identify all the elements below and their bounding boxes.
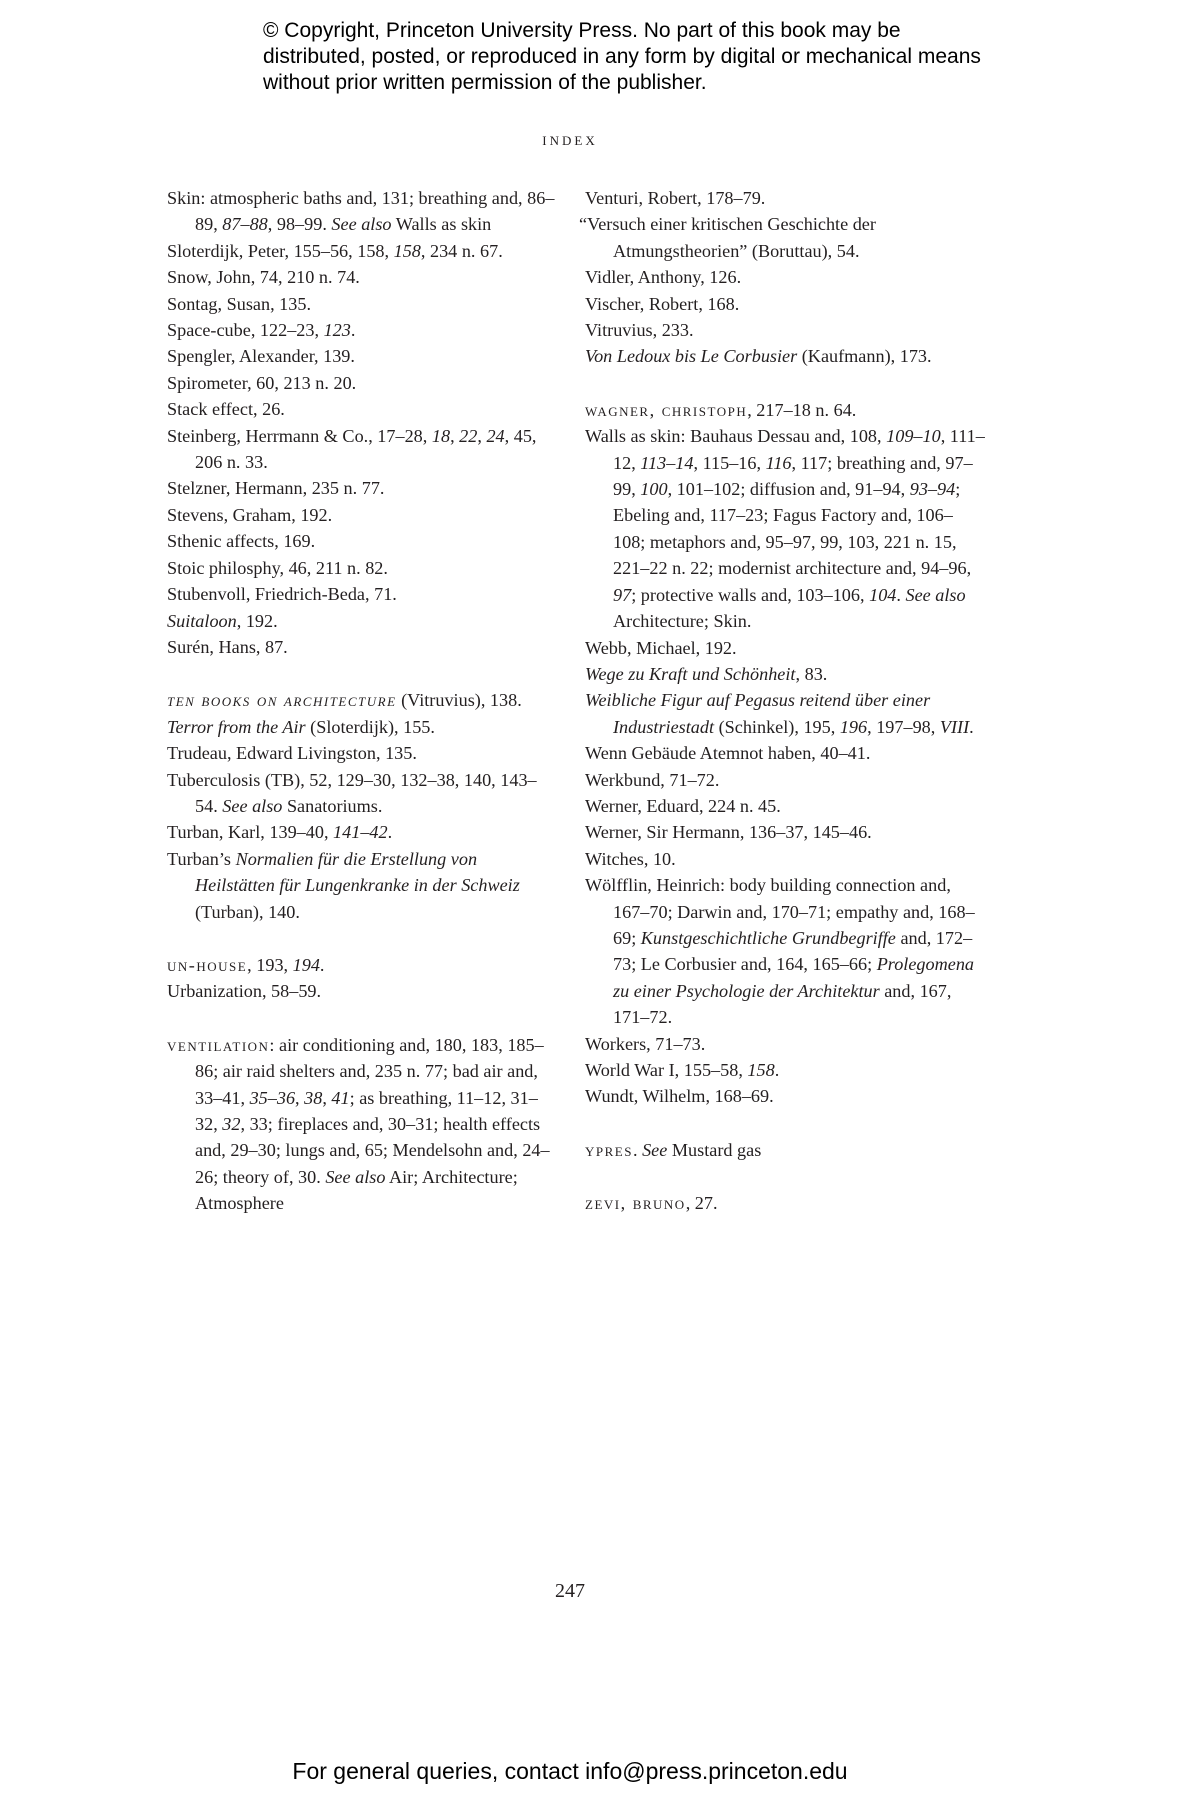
entry-text: .	[896, 584, 906, 605]
index-entry	[585, 291, 985, 317]
entry-text: (Sloterdijk), 155.	[305, 716, 435, 737]
entry-text: Architecture; Skin.	[613, 611, 752, 632]
entry-text: .	[774, 1060, 780, 1080]
entry-text: 18	[431, 425, 451, 446]
index-column-left	[167, 185, 557, 1217]
entry-text: Trudeau, Edward Livingston, 135.	[167, 743, 417, 764]
entry-text: Workers, 71–73.	[585, 1033, 706, 1054]
index-entry	[167, 1032, 557, 1217]
index-entry	[585, 1057, 985, 1083]
entry-text: Normalien für die Erstellung von Heilstätten für Lungenkranke in der Schweiz	[195, 848, 520, 896]
entry-text: , 115–16,	[693, 452, 766, 473]
entry-text: Wölfflin, Heinrich: body building connection and, 167–70; Darwin and, 170–71; empathy and, 168–69;	[585, 875, 975, 948]
entry-heading: wagner, christoph	[585, 399, 748, 420]
entry-text: 104	[869, 584, 897, 605]
entry-text: Sanatoriums.	[282, 795, 383, 816]
entry-text: .	[319, 954, 325, 975]
entry-text: 113–14	[640, 452, 694, 473]
entry-text: Air; Architecture; Atmosphere	[195, 1166, 518, 1214]
entry-text: 41	[331, 1087, 350, 1108]
entry-text: ,	[322, 1087, 332, 1108]
index-entry	[585, 635, 985, 661]
entry-text: 194	[292, 954, 320, 975]
entry-text: (Schinkel), 195,	[714, 716, 840, 737]
index-entry	[167, 528, 557, 554]
entry-text: 32	[222, 1114, 241, 1134]
entry-text: 196	[839, 716, 868, 737]
entry-text: Stoic philosphy, 46, 211 n. 82.	[167, 557, 388, 578]
entry-text: See also	[222, 795, 283, 816]
index-entry	[585, 1031, 985, 1057]
entry-text: Vidler, Anthony, 126.	[585, 267, 742, 288]
index-entry	[167, 264, 557, 290]
entry-text: See also	[325, 1166, 386, 1187]
index-entry	[167, 475, 557, 501]
entry-text: ,	[295, 1087, 305, 1108]
entry-text: Venturi, Robert, 178–79.	[585, 188, 766, 208]
entry-text: Snow, John, 74, 210 n. 74.	[167, 267, 360, 288]
entry-text: Webb, Michael, 192.	[585, 637, 737, 658]
index-entry	[585, 740, 985, 766]
copyright-notice: © Copyright, Princeton University Press. No part of this book may be distributed, posted, or reproduced in any form by digital or mechanical means without prior written permission of the publisher.	[263, 19, 981, 94]
index-entry	[167, 634, 557, 660]
entry-text: Weibliche Figur auf Pegasus reitend über einer Industriestadt	[585, 690, 931, 737]
entry-heading: ventilation	[167, 1034, 270, 1055]
entry-text: 24	[486, 425, 505, 446]
section-gap	[167, 660, 557, 687]
entry-text: Sloterdijk, Peter, 155–56, 158,	[167, 240, 394, 261]
entry-text: Stubenvoll, Friedrich-Beda, 71.	[167, 584, 397, 605]
entry-text: 116	[765, 452, 792, 473]
entry-text: 22	[459, 425, 478, 446]
entry-text: , 45, 206 n. 33.	[195, 425, 537, 473]
index-entry	[585, 1083, 985, 1109]
entry-text: ,	[450, 425, 460, 446]
entry-text: 38	[304, 1087, 323, 1108]
entry-text: Turban’s	[167, 848, 236, 869]
entry-text: Steinberg, Herrmann & Co., 17–28,	[167, 425, 432, 446]
index-entry	[585, 661, 985, 687]
index-entry	[167, 185, 557, 238]
entry-text: 97	[613, 584, 632, 605]
entry-text: 141–42	[333, 822, 388, 843]
entry-text: ,	[477, 425, 487, 446]
index-entry	[167, 740, 557, 766]
entry-text: Urbanization, 58–59.	[167, 981, 322, 1002]
entry-text: See also	[331, 214, 392, 235]
entry-text: ; protective walls and, 103–106,	[631, 584, 870, 605]
index-entry	[585, 767, 985, 793]
entry-text: Surén, Hans, 87.	[167, 636, 288, 657]
entry-text: Mustard gas	[667, 1139, 762, 1160]
entry-text: Turban, Karl, 139–40,	[167, 822, 334, 843]
index-entry	[167, 423, 557, 476]
index-entry	[585, 819, 985, 845]
entry-text: , 27.	[685, 1193, 718, 1214]
entry-text: , 197–98,	[867, 716, 940, 737]
entry-text: Walls as skin	[391, 214, 492, 235]
entry-text: 123	[323, 320, 351, 341]
entry-text: (Kaufmann), 173.	[797, 346, 932, 367]
entry-text: (Vitruvius), 138.	[396, 690, 522, 711]
index-entry	[167, 291, 557, 317]
entry-text: Tuberculosis (TB), 52, 129–30, 132–38, 140, 143–54.	[167, 769, 537, 816]
entry-text: , 217–18 n. 64.	[747, 399, 857, 420]
entry-text: Spengler, Alexander, 139.	[167, 346, 355, 367]
section-gap	[585, 1110, 985, 1137]
entry-text: 87–88	[222, 214, 268, 235]
entry-text: , 83.	[795, 663, 828, 684]
entry-text: 93–94	[909, 479, 956, 500]
entry-text: , 33; fireplaces and, 30–31; health effects and, 29–30; lungs and, 65; Mendelsohn and, 24–26; theory of, 30.	[195, 1114, 550, 1187]
entry-heading: zevi, bruno	[585, 1193, 686, 1214]
index-entry	[167, 396, 557, 422]
entry-text: , 117; breathing and, 97–99,	[613, 452, 973, 500]
entry-text: : air conditioning and, 180, 183, 185–86; air raid shelters and, 235 n. 77; bad air and, 33–41,	[195, 1034, 544, 1108]
entry-text: , 111–12,	[613, 426, 985, 473]
entry-text: 158	[747, 1060, 775, 1080]
entry-text: Wege zu Kraft und Schönheit	[585, 663, 796, 684]
entry-text: .	[632, 1139, 643, 1160]
entry-text: Prolegomena zu einer Psychologie der Architektur	[613, 954, 975, 1001]
entry-text: Werner, Sir Hermann, 136–37, 145–46.	[585, 822, 872, 843]
entry-text: Sontag, Susan, 135.	[167, 293, 311, 314]
entry-text: and, 167, 171–72.	[613, 980, 952, 1028]
entry-text: , 234 n. 67.	[420, 240, 503, 261]
entry-text: Terror from the Air	[167, 716, 306, 737]
entry-text: Von Ledoux bis Le Corbusier	[585, 346, 798, 367]
entry-text: Spirometer, 60, 213 n. 20.	[167, 372, 357, 393]
entry-text: , 101–102; diffusion and, 91–94,	[667, 479, 910, 500]
contact-footer: For general queries, contact info@press.princeton.edu	[292, 1758, 848, 1784]
section-gap	[167, 1005, 557, 1032]
entry-text: .	[387, 822, 393, 843]
page-number: 247	[555, 1580, 585, 1602]
entry-heading: ten books on architecture	[167, 690, 397, 711]
index-entry	[167, 608, 557, 634]
entry-text: Walls as skin: Bauhaus Dessau and, 108,	[585, 426, 887, 447]
index-entry	[167, 370, 557, 396]
running-head: INDEX	[542, 133, 598, 148]
entry-text: Space-cube, 122–23,	[167, 320, 324, 341]
entry-text: Skin: atmospheric baths and, 131; breathing and, 86–89,	[167, 188, 555, 235]
index-entry	[585, 317, 985, 343]
entry-text: ; Ebeling and, 117–23; Fagus Factory and, 106–108; metaphors and, 95–97, 99, 103, 221 n. 15, 221–22 n. 22; modernist architecture and, 94–96,	[613, 479, 972, 579]
entry-text: “Versuch einer kritischen Geschichte der Atmungstheorien” (Boruttau), 54.	[579, 214, 876, 261]
entry-text: Werkbund, 71–72.	[585, 769, 720, 790]
entry-text: Suitaloon	[167, 610, 237, 631]
entry-text: VIII	[939, 716, 970, 737]
entry-text: , 193,	[247, 954, 293, 975]
index-entry	[167, 687, 557, 713]
entry-text: Stelzner, Hermann, 235 n. 77.	[167, 478, 385, 499]
entry-text: .	[350, 320, 356, 341]
entry-text: See	[642, 1139, 668, 1160]
index-entry	[585, 397, 985, 423]
entry-text: .	[969, 716, 974, 737]
index-entry	[167, 317, 557, 343]
entry-text: Vischer, Robert, 168.	[585, 293, 740, 314]
index-entry	[585, 872, 985, 1030]
entry-text: , 98–99.	[267, 214, 332, 235]
index-entry	[167, 978, 557, 1004]
entry-text: ; as breathing, 11–12, 31–32,	[195, 1087, 538, 1134]
entry-text: Witches, 10.	[585, 848, 676, 869]
index-entry	[167, 343, 557, 369]
index-entry	[167, 555, 557, 581]
index-entry	[585, 1190, 985, 1216]
index-entry	[585, 185, 985, 211]
section-gap	[167, 925, 557, 952]
index-entry	[585, 264, 985, 290]
entry-text: 158	[393, 240, 421, 261]
entry-text: See also	[905, 584, 966, 605]
entry-text: and, 172–73; Le Corbusier and, 164, 165–66;	[613, 927, 973, 975]
entry-text: , 192.	[236, 610, 278, 631]
section-gap	[585, 1163, 985, 1190]
index-entry	[167, 846, 557, 925]
entry-text: Kunstgeschichtliche Grundbegriffe	[640, 927, 896, 948]
index-entry	[585, 687, 985, 740]
entry-text: Sthenic affects, 169.	[167, 531, 316, 552]
entry-text: World War I, 155–58,	[585, 1060, 748, 1080]
index-entry	[167, 238, 557, 264]
entry-text: 100	[640, 479, 668, 500]
index-entry	[167, 952, 557, 978]
index-entry	[585, 343, 985, 369]
section-gap	[585, 370, 985, 397]
entry-text: 35–36	[249, 1087, 296, 1108]
index-entry	[167, 502, 557, 528]
entry-text: Stevens, Graham, 192.	[167, 504, 333, 525]
index-entry	[585, 423, 985, 634]
index-entry	[585, 1137, 985, 1163]
index-entry	[167, 819, 557, 845]
index-entry	[167, 581, 557, 607]
index-column-right	[579, 185, 985, 1217]
index-entry	[585, 846, 985, 872]
index-entry	[579, 211, 985, 264]
entry-text: Werner, Eduard, 224 n. 45.	[585, 795, 781, 816]
index-entry	[167, 767, 557, 820]
entry-text: Wenn Gebäude Atemnot haben, 40–41.	[585, 743, 871, 764]
entry-heading: ypres	[585, 1139, 633, 1160]
entry-text: 109–10	[886, 426, 941, 447]
index-entry	[167, 714, 557, 740]
entry-heading: un-house	[167, 954, 248, 975]
entry-text: Wundt, Wilhelm, 168–69.	[585, 1086, 774, 1107]
entry-text: (Turban), 140.	[195, 901, 300, 922]
entry-text: Vitruvius, 233.	[585, 320, 694, 341]
index-entry	[585, 793, 985, 819]
entry-text: Stack effect, 26.	[167, 399, 285, 420]
